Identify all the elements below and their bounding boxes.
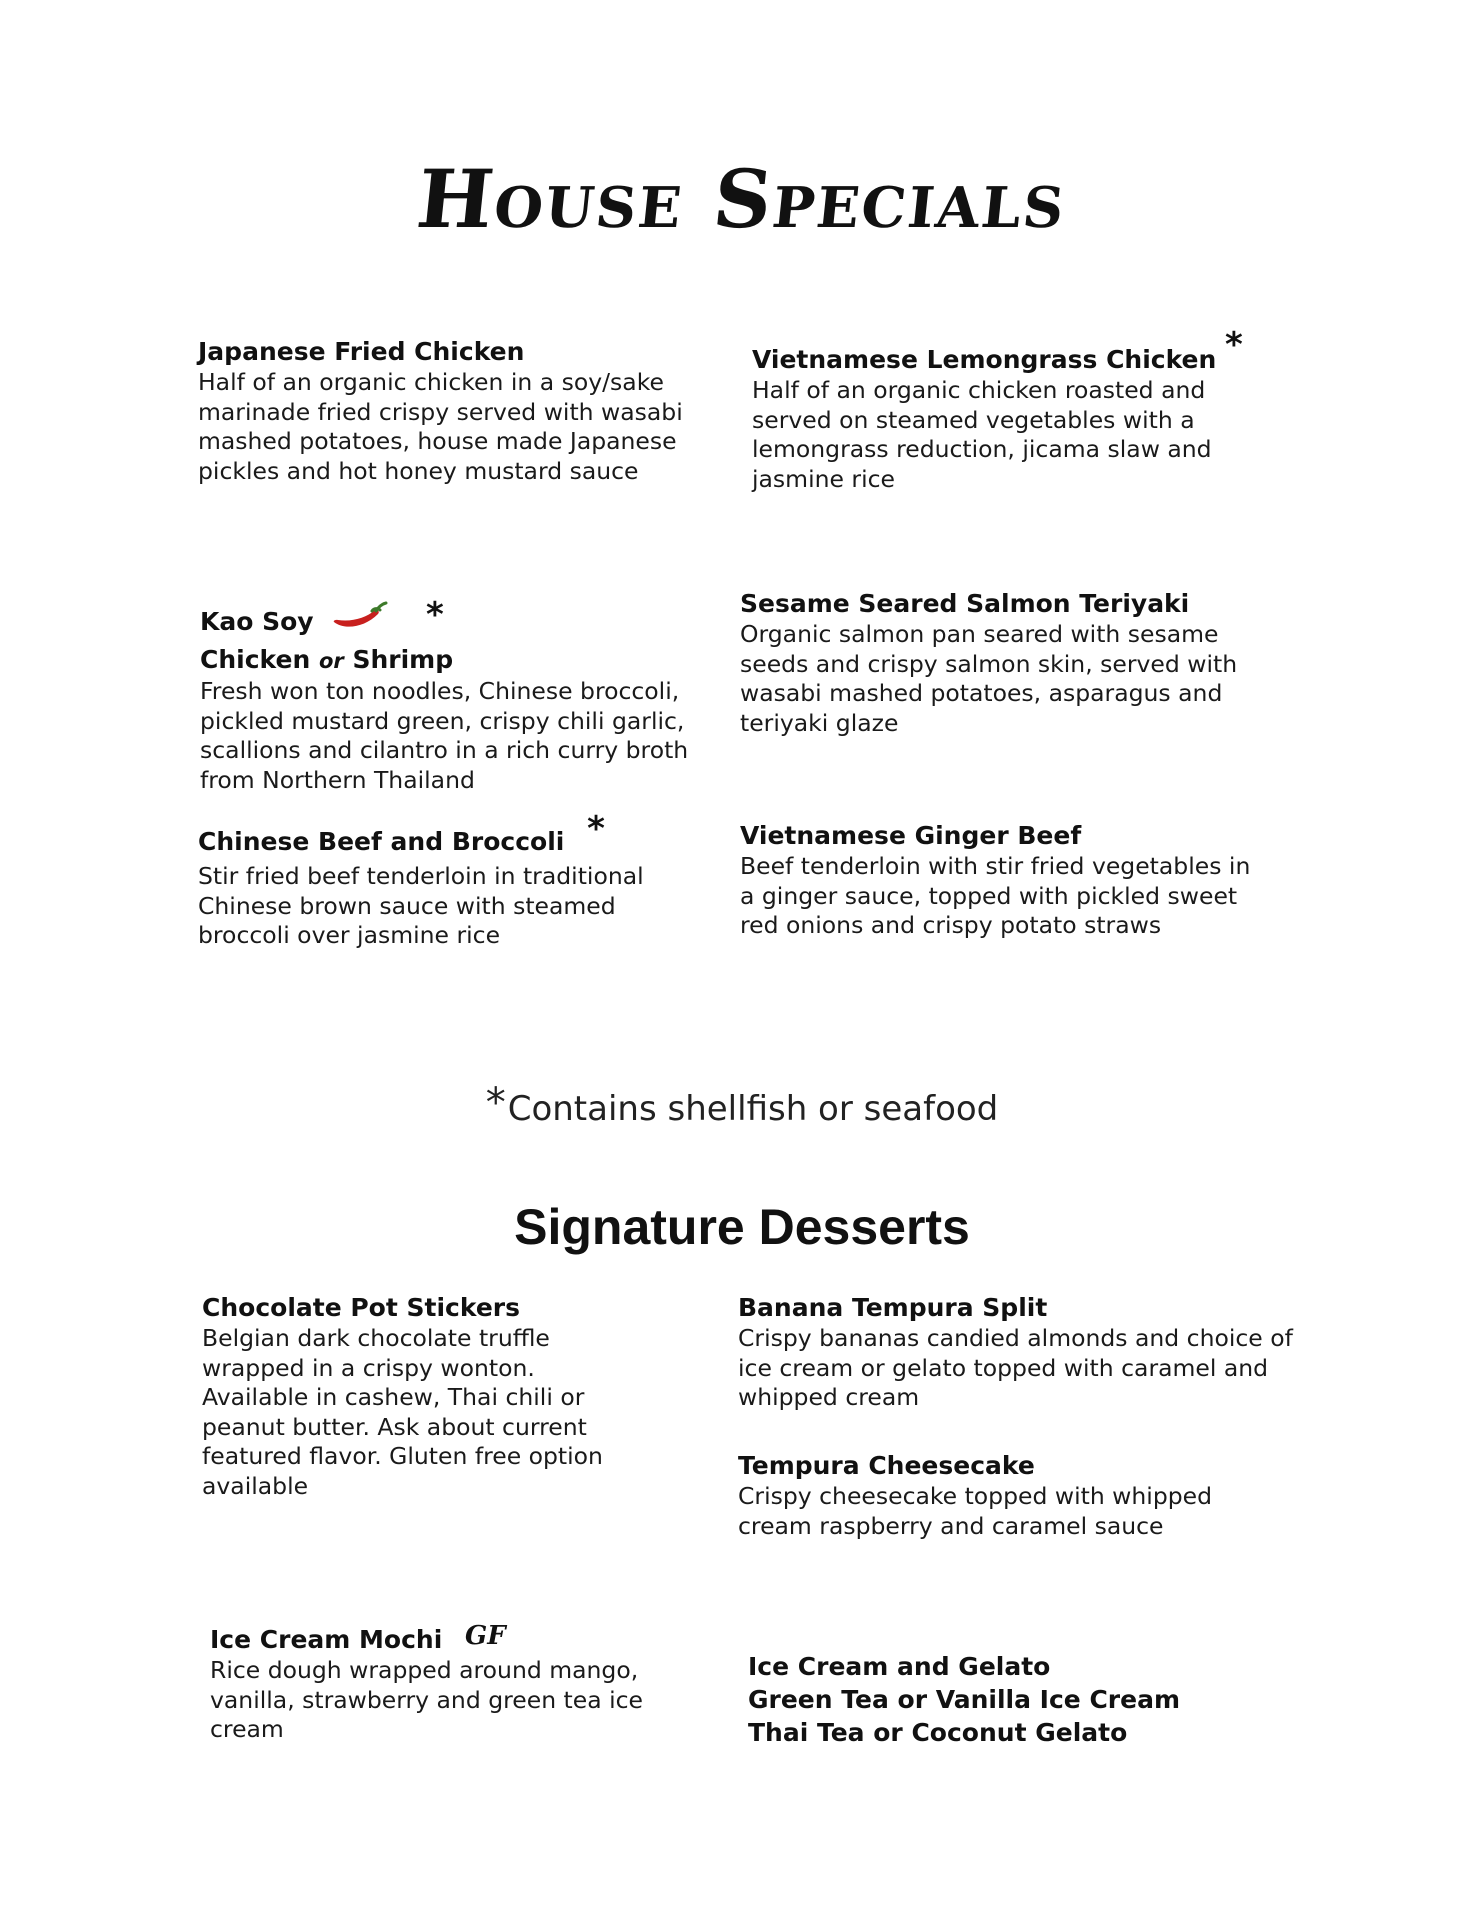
footnote-star-icon: *	[485, 1080, 506, 1126]
item-option-line: Green Tea or Vanilla Ice Cream	[748, 1685, 1180, 1714]
gluten-free-badge-icon: GF	[465, 1621, 506, 1651]
chili-pepper-icon	[330, 600, 388, 632]
menu-item-kao-soy	[200, 595, 700, 795]
item-options	[200, 644, 700, 677]
item-description: Fresh won ton noodles, Chinese broccoli, pickled mustard green, crispy chili garlic, scallions and cilantro in a rich curry broth from Northern Thailand	[200, 677, 689, 794]
item-description: Half of an organic chicken in a soy/sake marinade fried crispy served with wasabi mashed potatoes, house made Japanese pickles and hot honey mustard sauce	[198, 368, 683, 485]
item-name: Japanese Fried Chicken	[198, 337, 525, 366]
menu-item-banana-tempura-split	[738, 1292, 1298, 1413]
menu-item-ice-cream-gelato	[748, 1650, 1308, 1749]
item-title-row	[200, 595, 700, 644]
item-description: Half of an organic chicken roasted and served on steamed vegetables with a lemongrass reduction, jicama slaw and jasmine rice	[752, 376, 1212, 493]
menu-item-vietnamese-ginger-beef	[740, 820, 1260, 941]
seafood-star-icon: *	[587, 809, 605, 849]
item-description: Crispy cheesecake topped with whipped cream raspberry and caramel sauce	[738, 1482, 1213, 1540]
desserts-title: Signature Desserts	[514, 1199, 970, 1255]
item-description: Rice dough wrapped around mango, vanilla, strawberry and green tea ice cream	[210, 1656, 644, 1744]
item-name: Banana Tempura Split	[738, 1293, 1048, 1322]
item-name: Ice Cream Mochi	[210, 1625, 443, 1654]
seafood-footnote	[0, 1080, 1484, 1129]
option-chicken: Chicken	[200, 645, 311, 674]
item-name: Kao Soy	[200, 607, 314, 636]
item-description: Crispy bananas candied almonds and choice of ice cream or gelato topped with caramel and whipped cream	[738, 1324, 1293, 1412]
menu-item-japanese-fried-chicken	[198, 336, 698, 486]
menu-item-tempura-cheesecake	[738, 1450, 1258, 1541]
item-name: Ice Cream and Gelato	[748, 1652, 1051, 1681]
seafood-star-icon: *	[1225, 325, 1243, 365]
option-or: or	[318, 649, 344, 673]
item-title-row	[198, 809, 698, 858]
item-name: Vietnamese Lemongrass Chicken	[752, 345, 1217, 374]
menu-item-sesame-seared-salmon	[740, 588, 1240, 738]
menu-item-ice-cream-mochi	[210, 1621, 690, 1745]
item-title-row	[210, 1621, 690, 1656]
page-title: House Specials	[412, 152, 1072, 246]
option-shrimp: Shrimp	[352, 645, 454, 674]
footnote-text: Contains shellfish or seafood	[507, 1089, 999, 1129]
item-option-line: Thai Tea or Coconut Gelato	[748, 1718, 1128, 1747]
item-name: Vietnamese Ginger Beef	[740, 821, 1082, 850]
item-description: Beef tenderloin with stir fried vegetables in a ginger sauce, topped with pickled sweet red onions and crispy potato straws	[740, 852, 1251, 940]
item-name: Tempura Cheesecake	[738, 1451, 1035, 1480]
item-description: Stir fried beef tenderloin in traditional Chinese brown sauce with steamed broccoli over jasmine rice	[198, 862, 644, 950]
item-name: Chinese Beef and Broccoli	[198, 827, 565, 856]
item-description: Organic salmon pan seared with sesame seeds and crispy salmon skin, served with wasabi mashed potatoes, asparagus and teriyaki glaze	[740, 620, 1238, 737]
menu-item-chocolate-pot-stickers	[202, 1292, 642, 1502]
menu-item-vietnamese-lemongrass-chicken	[752, 325, 1252, 494]
seafood-star-icon: *	[426, 595, 444, 635]
item-description: Belgian dark chocolate truffle wrapped in a crispy wonton. Available in cashew, Thai chili or peanut butter. Ask about current featured flavor. Gluten free option available	[202, 1324, 603, 1500]
item-name: Chocolate Pot Stickers	[202, 1293, 520, 1322]
item-name: Sesame Seared Salmon Teriyaki	[740, 589, 1190, 618]
item-title-row	[752, 325, 1252, 376]
menu-item-chinese-beef-broccoli	[198, 809, 698, 951]
